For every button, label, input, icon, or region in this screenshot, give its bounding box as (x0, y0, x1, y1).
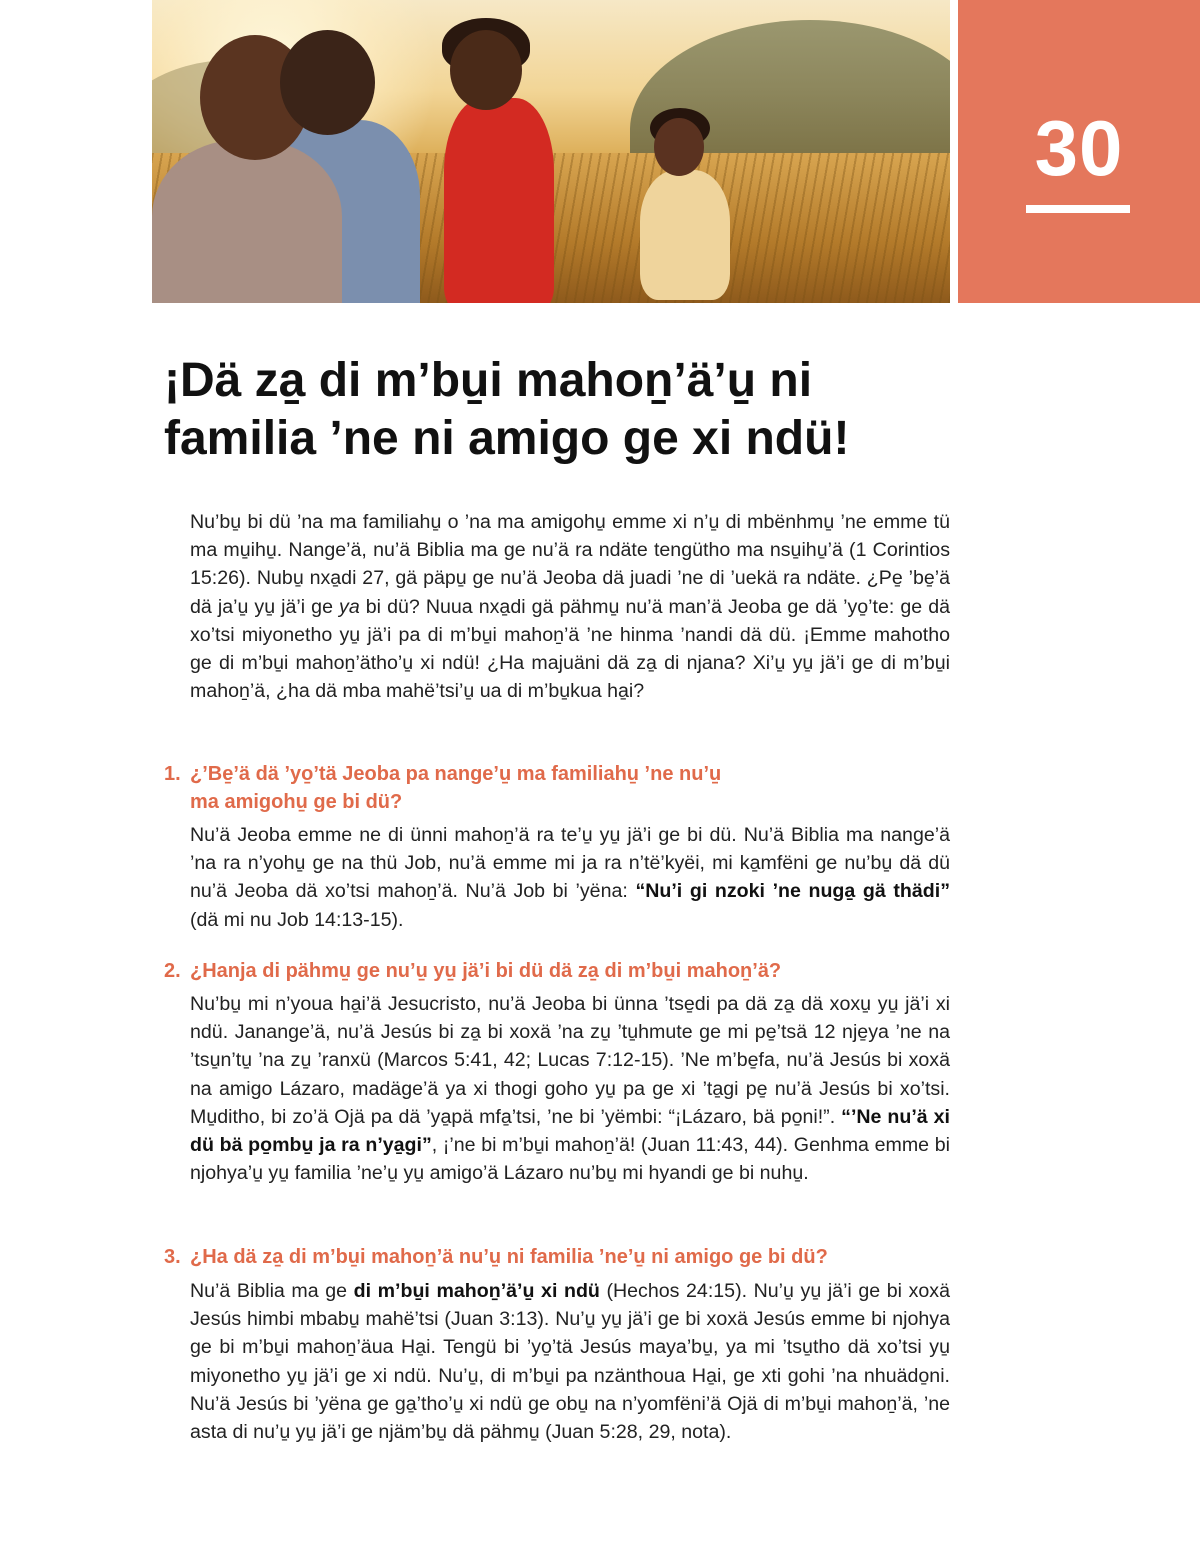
title-line-1: ¡Dä za̱ di m’bu̱i mahoṉ’ä’u̱ ni (164, 354, 813, 407)
question-number: 3. (164, 1246, 181, 1268)
answer-tail: (dä mi nu Job 14:13-15). (190, 908, 404, 931)
chapter-number: 30 (1034, 104, 1124, 192)
answer-tail: , ¡’ne bi m’bu̱i mahoṉ’ä! (Juan 11:43, 44). Genhma emme bi njohya’u̱ yu̱ familia ’ne’u̱ yu̱ amigo’ä Lázaro nu’bu̱ mi hyandi ge bi nuhu̱. (190, 1134, 950, 1185)
mother-head (450, 30, 522, 110)
question-2-heading (164, 957, 984, 985)
mother-figure (444, 98, 554, 303)
question-1-heading (164, 760, 984, 816)
intro-text-2: bi dü? Nuua nxa̱di gä pähmu̱ nu’ä man’ä Jeoba ge dä ’yo̱’te: ge dä xo’tsi miyonetho yu̱ jä’i pa di m’bu̱i mahoṉ’ä ’ne hinma ’nandi dä dü. ¡Emme mahotho ge di m’bu̱i mahoṉ’ätho’u̱ xi ndü! ¿Ha majuäni dä za̱ di njana? Xi’u̱ yu̱ jä’i ge di m’bu̱i mahoṉ’ä, ¿ha dä mba mahë’tsi’u̱ ua di m’bu̱kua ha̱i? (190, 595, 950, 703)
father-figure (152, 140, 342, 303)
bold-quote: “’Ne nu’ä xi dü bä po̱mbu̱ ja ra n’ya̱gi” (190, 1105, 951, 1157)
intro-italic: ya (339, 595, 360, 618)
question-number: 2. (164, 960, 181, 982)
child-head (280, 30, 375, 135)
chapter-rule (1026, 205, 1130, 213)
question-text: ¿’Be̱’ä dä ’yo̱’tä Jeoba pa nange’u̱ ma familiahu̱ ’ne nu’u̱ (190, 763, 722, 785)
title-line-2: familia ’ne ni amigo ge xi ndü! (164, 412, 850, 465)
chapter-tab (958, 0, 1200, 303)
intro-paragraph (190, 508, 950, 705)
question-number: 1. (164, 763, 181, 785)
question-text: ¿Ha dä za̱ di m’bu̱i mahoṉ’ä nu’u̱ ni familia ’ne’u̱ ni amigo ge bi dü? (190, 1246, 828, 1268)
girl-figure (640, 170, 730, 300)
question-text-cont: ma amigohu̱ ge bi dü? (190, 791, 403, 813)
answer-3-paragraph (190, 1277, 950, 1446)
answer-text: Nu’ä Jeoba emme ne di ünni mahoṉ’ä ra te’u̱ yu̱ jä’i ge bi dü. Nu’ä Biblia ma nange’ä ’na ra n’yohu̱ ge na thü Job, nu’ä emme mi ja ra n’të’kyëi, mi ka̱mfëni ge nu’bu̱ dä dü nu’ä Jeoba dä xo’tsi mahoṉ’ä. Nu’ä Job bi ’yëna: (190, 824, 950, 903)
hero-photo (152, 0, 950, 303)
answer-1-paragraph (190, 821, 950, 934)
page-title (164, 352, 1024, 468)
answer-2-paragraph (190, 990, 950, 1187)
answer-text: Nu’bu̱ mi n’youa ha̱i’ä Jesucristo, nu’ä Jeoba bi ünna ’tse̱di pa dä za̱ dä xoxu̱ yu̱ jä’i xi ndü. Janange’ä, nu’ä Jesús bi za̱ bi xoxä ’na zu̱ ’tu̱hmute ge mi pe̱’tsä 12 nje̱ya ’ne na ’tsu̱n’tu̱ ’na zu̱ ’ranxü (Marcos 5:41, 42; Lucas 7:12-15). ’Ne m’be̱fa, nu’ä Jesús bi xoxä na amigo Lázaro, madäge’ä ya xi thogi goho yu̱ pa ge xi ’ta̱gi pe̱ nu’ä Jesús bi xo’tsi. Mu̱ditho, bi zo’ä Ojä pa dä ’ya̱pä mfa̱’tsi, ’ne bi ’yëmbi: “¡Lázaro, bä po̱ni!”. (190, 993, 950, 1128)
answer-text: Nu’ä Biblia ma ge (190, 1280, 354, 1302)
bold-quote: “Nu’i gi nzoki ’ne nuga̱ gä thädi” (635, 880, 950, 903)
girl-head (654, 118, 704, 176)
bold-phrase: di m’bu̱i mahoṉ’ä’u̱ xi ndü (353, 1280, 600, 1302)
question-3-heading (164, 1243, 984, 1271)
answer-tail: (Hechos 24:15). Nu’u̱ yu̱ jä’i ge bi xoxä Jesús himbi mbabu̱ mahë’tsi (Juan 3:13). Nu’u̱ yu̱ jä’i ge bi xoxä Jesús emme bi njohya ge bi m’bu̱i mahoṉ’äua Ha̱i. Tengü bi ’yo̱’tä Jesús maya’bu̱, ya mi ’tsu̱tho dä xo’tsi yu̱ miyonetho yu̱ jä’i ge xi ndü. Nu’u̱, di m’bu̱i pa nzänthoua Ha̱i, ge xti gohi ’na nhuädo̱ni. Nu’ä Jesús bi ’yëna ge ga̱’tho’u̱ xi ndü ge obu̱ na n’yomfëni’ä Ojä di m’bu̱i mahoṉ’ä, ’ne asta di nu’u̱ yu̱ jä’i ge njäm’bu̱ dä pähmu̱ (Juan 5:28, 29, nota). (190, 1280, 950, 1444)
intro-text: Nu’bu̱ bi dü ’na ma familiahu̱ o ’na ma amigohu̱ emme xi n’u̱ di mbënhmu̱ ’ne emme tü ma mu̱ihu̱. Nange’ä, nu’ä Biblia ma ge nu’ä ra ndäte tengütho ma nsu̱ihu̱’ä (1 Corintios 15:26). Nubu̱ nxa̱di 27, gä päpu̱ ge nu’ä Jeoba dä juadi ’ne di ’uekä ra ndäte. ¿Pe̱ ’be̱’ä dä ja’u̱ yu̱ jä’i ge (190, 511, 950, 618)
question-text: ¿Hanja di pähmu̱ ge nu’u̱ yu̱ jä’i bi dü dä za̱ di m’bu̱i mahoṉ’ä? (190, 960, 782, 982)
